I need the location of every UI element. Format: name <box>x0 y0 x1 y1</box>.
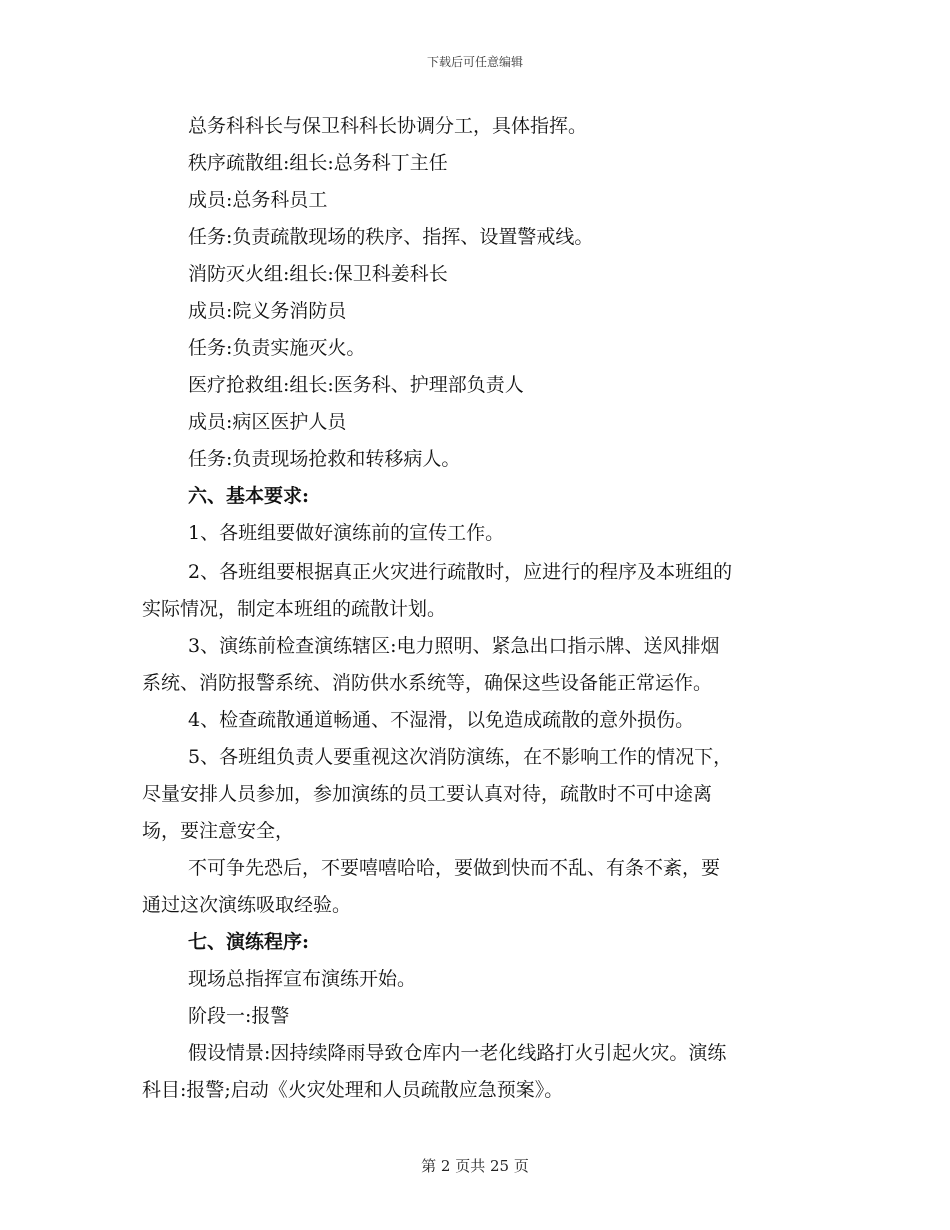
section-heading: 六、基本要求: <box>188 485 310 507</box>
text-line: 总务科科长与保卫科科长协调分工，具体指挥。 <box>188 115 588 137</box>
text-line: 3、演练前检查演练辖区:电力照明、紧急出口指示牌、送风排烟 <box>188 635 720 657</box>
text-line: 不可争先恐后，不要嘻嘻哈哈，要做到快而不乱、有条不紊，要 <box>188 857 721 879</box>
text-line: 成员:总务科员工 <box>188 189 328 211</box>
text-line: 1、各班组要做好演练前的宣传工作。 <box>188 522 505 544</box>
text-line: 任务:负责实施灭火。 <box>188 337 366 359</box>
text-line: 秩序疏散组:组长:总务科丁主任 <box>188 152 448 174</box>
text-line: 阶段一:报警 <box>188 1005 290 1027</box>
text-line: 医疗抢救组:组长:医务科、护理部负责人 <box>188 374 524 396</box>
text-line: 尽量安排人员参加，参加演练的员工要认真对待，疏散时不可中途离 <box>142 783 713 805</box>
text-line: 系统、消防报警系统、消防供水系统等，确保这些设备能正常运作。 <box>142 672 713 694</box>
text-line: 通过这次演练吸取经验。 <box>142 894 352 916</box>
text-line: 5、各班组负责人要重视这次消防演练，在不影响工作的情况下， <box>188 746 733 768</box>
text-line: 场，要注意安全， <box>142 820 295 842</box>
text-line: 2、各班组要根据真正火灾进行疏散时，应进行的程序及本班组的 <box>188 561 733 583</box>
text-line: 4、检查疏散通道畅通、不湿滑，以免造成疏散的意外损伤。 <box>188 709 695 731</box>
text-line: 假设情景:因持续降雨导致仓库内一老化线路打火引起火灾。演练 <box>188 1042 727 1064</box>
section-heading: 七、演练程序: <box>188 931 310 953</box>
text-line: 科目:报警;启动《火灾处理和人员疏散应急预案》。 <box>142 1079 564 1101</box>
text-line: 任务:负责现场抢救和转移病人。 <box>188 448 461 470</box>
text-line: 成员:院义务消防员 <box>188 300 347 322</box>
text-line: 现场总指挥宣布演练开始。 <box>188 968 417 990</box>
text-line: 实际情况，制定本班组的疏散计划。 <box>142 598 447 620</box>
page-header: 下载后可任意编辑 <box>426 55 523 69</box>
text-line: 消防灭火组:组长:保卫科姜科长 <box>188 263 448 285</box>
text-line: 任务:负责疏散现场的秩序、指挥、设置警戒线。 <box>188 226 594 248</box>
text-line: 成员:病区医护人员 <box>188 411 347 433</box>
page-footer: 第 2 页共 25 页 <box>421 1157 529 1175</box>
